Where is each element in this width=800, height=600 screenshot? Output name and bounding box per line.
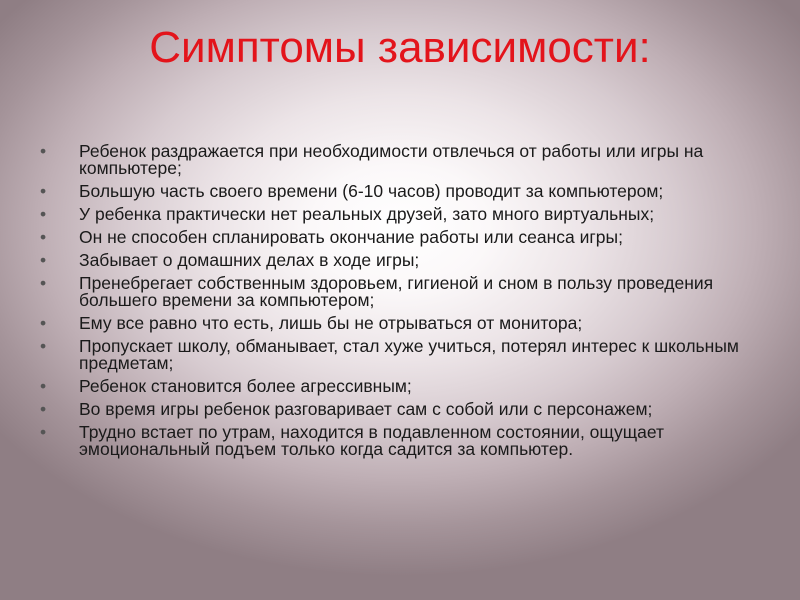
list-item xyxy=(40,315,760,332)
list-item-text: Ему все равно что есть, лишь бы не отрываться от монитора; xyxy=(79,313,583,333)
list-item-text: У ребенка практически нет реальных друзей, зато много виртуальных; xyxy=(79,204,655,224)
list-item-text: Большую часть своего времени (6-10 часов) проводит за компьютером; xyxy=(79,181,664,201)
bullet-icon: • xyxy=(40,336,47,356)
bullet-icon: • xyxy=(40,313,47,333)
bullet-icon: • xyxy=(40,422,47,442)
list-item-text: Во время игры ребенок разговаривает сам с собой или с персонажем; xyxy=(79,399,653,419)
symptom-list xyxy=(40,143,760,464)
list-item xyxy=(40,338,760,372)
list-item-text: Ребенок становится более агрессивным; xyxy=(79,376,412,396)
slide-title: Симптомы зависимости: xyxy=(149,23,651,72)
list-item-text: Пропускает школу, обманывает, стал хуже учиться, потерял интерес к школьным предметам; xyxy=(79,336,739,373)
bullet-icon: • xyxy=(40,204,47,224)
bullet-icon: • xyxy=(40,399,47,419)
list-item xyxy=(40,252,760,269)
bullet-icon: • xyxy=(40,227,47,247)
list-item xyxy=(40,143,760,177)
list-item xyxy=(40,229,760,246)
bullet-icon: • xyxy=(40,250,47,270)
list-item-text: Трудно встает по утрам, находится в подавленном состоянии, ощущает эмоциональный подъем только когда садится за компьютер. xyxy=(79,422,665,459)
list-item-text: Пренебрегает собственным здоровьем, гигиеной и сном в пользу проведения большего времени за компьютером; xyxy=(79,273,714,310)
bullet-icon: • xyxy=(40,141,47,161)
list-item xyxy=(40,378,760,395)
list-item xyxy=(40,401,760,418)
bullet-icon: • xyxy=(40,376,47,396)
bullet-icon: • xyxy=(40,181,47,201)
list-item xyxy=(40,424,760,458)
list-item xyxy=(40,275,760,309)
list-item-text: Ребенок раздражается при необходимости отвлечься от работы или игры на компьютере; xyxy=(79,141,704,178)
bullet-icon: • xyxy=(40,273,47,293)
list-item xyxy=(40,206,760,223)
list-item-text: Забывает о домашних делах в ходе игры; xyxy=(79,250,420,270)
list-item xyxy=(40,183,760,200)
list-item-text: Он не способен спланировать окончание работы или сеанса игры; xyxy=(79,227,623,247)
